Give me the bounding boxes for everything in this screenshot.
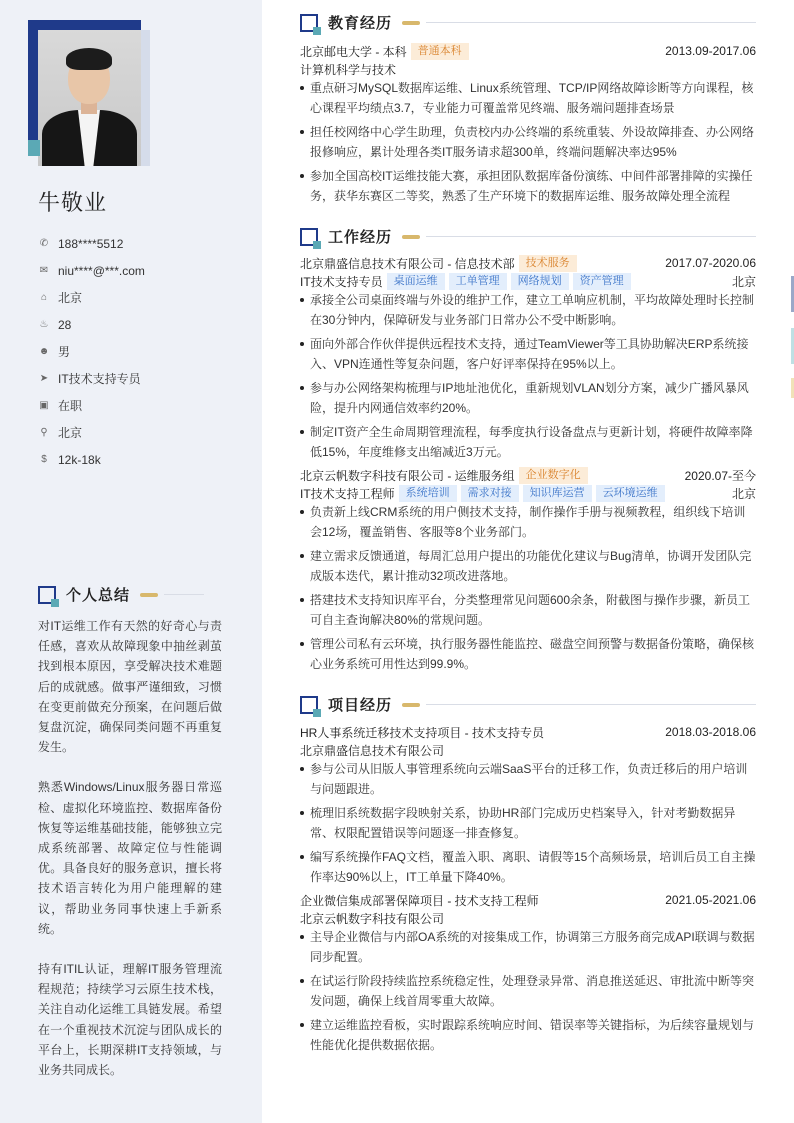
summary-text: [38, 616, 222, 1100]
section-square-icon: [38, 586, 56, 604]
section-divider: [426, 236, 756, 237]
job-role: IT技术支持专员: [300, 274, 383, 289]
skill-tag: 网络规划: [511, 273, 569, 290]
section-divider: [164, 594, 204, 595]
section-dash: [402, 21, 420, 25]
list-item: 梳理旧系统数据字段映射关系，协助HR部门完成历史档案导入，针对考勤数据异常、权限配置错误等问题逐一排查修复。: [300, 803, 756, 843]
skill-tag: 云环境运维: [596, 485, 665, 502]
section-divider: [426, 22, 756, 23]
job-date: 2017.07-2020.06: [665, 256, 756, 270]
info-item-position: ➤ IT技术支持专员: [39, 372, 141, 386]
work-heading: 工作经历: [300, 226, 756, 247]
skill-tag: 知识库运营: [523, 485, 592, 502]
photo-frame-accent: [28, 140, 40, 156]
list-item: 承接全公司桌面终端与外设的维护工作，建立工单响应机制，平均故障处理时长控制在30分钟内，保障研发与业务部门日常办公不受中断影响。: [300, 290, 756, 330]
list-item: 管理公司私有云环境，执行服务器性能监控、磁盘空间预警与数据备份策略，确保核心业务系统可用性达到99.9%。: [300, 634, 756, 674]
info-item-salary: $ 12k-18k: [38, 446, 145, 473]
projects-heading: 项目经历: [300, 694, 756, 715]
project-company-row: [300, 909, 756, 927]
cake-icon: ♨: [39, 319, 49, 330]
list-item: 编写系统操作FAQ文档，覆盖入职、离职、请假等15个高频场景，培训后员工自主操作率达90%以上，IT工单量下降40%。: [300, 847, 756, 887]
info-item-phone: ✆ 188****5512: [39, 236, 124, 251]
summary-paragraph: 对IT运维工作有天然的好奇心与责任感，喜欢从故障现象中抽丝剥茧找到根本原因，享受解决技术难题后的成就感。做事严谨细致，习惯在变更前做充分预案，在问题后做复盘沉淀，确保同类问题不再重复发生。: [38, 619, 222, 755]
job-date: 2020.07-至今: [684, 468, 756, 483]
skill-tag: 资产管理: [573, 273, 631, 290]
list-item: 参加全国高校IT运维技能大赛，承担团队数据库备份演练、中间件部署排障的实操任务，获华东赛区二等奖，熟悉了生产环境下的数据库运维、服务故障处理全流程: [300, 166, 756, 206]
list-item: 制定IT资产全生命周期管理流程，每季度执行设备盘点与更新计划，将硬件故障率降低15%，年度维修支出缩减近3万元。: [300, 422, 756, 462]
job-role-row: [300, 272, 756, 290]
section-square-icon: [300, 696, 318, 714]
info-item-email: ✉ niu****@***.com: [39, 263, 145, 278]
info-item-status: ▣ 在职: [39, 399, 83, 413]
list-item: 建立需求反馈通道，每周汇总用户提出的功能优化建议与Bug清单，协调开发团队完成版本迭代，累计推动32项改进落地。: [300, 546, 756, 586]
company-name: 北京云帆数字科技有限公司 - 运维服务组: [300, 468, 515, 483]
section-dash: [402, 235, 420, 239]
skill-tag: 需求对接: [461, 485, 519, 502]
info-item-location: ⚲ 北京: [38, 419, 145, 446]
project-company: 北京云帆数字科技有限公司: [300, 911, 445, 926]
job-bullets: [300, 290, 756, 466]
major-row: [300, 60, 756, 78]
job-role: IT技术支持工程师: [300, 486, 395, 501]
list-item: 负责新上线CRM系统的用户侧技术支持，制作操作手册与视频教程，组织线下培训会12场，覆盖销售、客服等8个业务部门。: [300, 502, 756, 542]
company-name: 北京鼎盛信息技术有限公司 - 信息技术部: [300, 256, 515, 271]
info-item-gender: ☻ 男: [38, 345, 71, 359]
list-item: 参与公司从旧版人事管理系统向云端SaaS平台的迁移工作，负责迁移后的用户培训与问题跟进。: [300, 759, 756, 799]
briefcase-icon: ▣: [39, 400, 49, 411]
job-city: 北京: [731, 486, 756, 501]
candidate-name: 牛敬业: [38, 190, 108, 215]
job-city: 北京: [731, 274, 756, 289]
list-item: 担任校网络中心学生助理，负责校内办公终端的系统重装、外设故障排查、办公网络报修响应，累计处理各类IT服务请求超300单，终端问题解决率达95%: [300, 122, 756, 162]
location-icon: ⚲: [40, 427, 48, 438]
section-square-icon: [300, 228, 318, 246]
section-square-icon: [300, 14, 318, 32]
skill-tag: 桌面运维: [387, 273, 445, 290]
project-name: HR人事系统迁移技术支持项目 - 技术支持专员: [300, 725, 544, 740]
project-header-row: [300, 891, 756, 909]
education-heading: 教育经历: [300, 12, 756, 33]
list-item: 主导企业微信与内部OA系统的对接集成工作，协调第三方服务商完成API联调与数据同步配置。: [300, 927, 756, 967]
gender-icon: ☻: [38, 346, 50, 357]
contact-info-list: [38, 230, 145, 473]
section-dash: [402, 703, 420, 707]
industry-tag: 技术服务: [519, 255, 577, 272]
list-item: 在试运行阶段持续监控系统稳定性，处理登录异常、消息推送延迟、审批流中断等突发问题，确保上线首周零重大故障。: [300, 971, 756, 1011]
project-company: 北京鼎盛信息技术有限公司: [300, 743, 445, 758]
skill-tag: 系统培训: [399, 485, 457, 502]
major: 计算机科学与技术: [300, 62, 397, 77]
list-item: 搭建技术支持知识库平台，分类整理常见问题600余条，附截图与操作步骤，新员工可自主查询解决80%的常规问题。: [300, 590, 756, 630]
info-item-home: ⌂ 北京: [38, 284, 145, 311]
school-name: 北京邮电大学 - 本科: [300, 44, 407, 59]
education-header-row: [300, 42, 756, 60]
list-item: 建立运维监控看板，实时跟踪系统响应时间、错误率等关键指标，为后续容量规划与性能优化提供数据依据。: [300, 1015, 756, 1055]
job-role-row: [300, 484, 756, 502]
send-icon: ➤: [39, 373, 49, 384]
project-date: 2018.03-2018.06: [665, 725, 756, 739]
project-date: 2021.05-2021.06: [665, 893, 756, 907]
job-header-row: [300, 466, 756, 484]
home-icon: ⌂: [40, 292, 48, 303]
summary-paragraph: 熟悉Windows/Linux服务器日常巡检、虚拟化环境监控、数据库备份恢复等运维基础技能，能够独立完成系统部署、故障定位与性能调优。具备良好的服务意识，擅长将技术语言转化为用户能理解的建议，帮助业务同事快速上手新系统。: [38, 780, 222, 936]
project-name: 企业微信集成部署保障项目 - 技术支持工程师: [300, 893, 539, 908]
project-header-row: [300, 723, 756, 741]
salary-icon: $: [41, 454, 47, 465]
project-bullets: [300, 927, 756, 1059]
info-item-age: ♨ 28: [39, 317, 72, 332]
project-company-row: [300, 741, 756, 759]
education-date: 2013.09-2017.06: [665, 44, 756, 58]
avatar: [38, 30, 141, 166]
summary-heading: 个人总结: [38, 584, 204, 605]
phone-icon: ✆: [39, 238, 49, 249]
section-divider: [426, 704, 756, 705]
skill-tag: 工单管理: [449, 273, 507, 290]
job-bullets: [300, 502, 756, 678]
email-icon: ✉: [39, 265, 49, 276]
job-header-row: [300, 254, 756, 272]
list-item: 面向外部合作伙伴提供远程技术支持，通过TeamViewer等工具协助解决ERP系统接入、VPN连通性等复杂问题，客户好评率保持在95%以上。: [300, 334, 756, 374]
degree-tag: 普通本科: [411, 43, 469, 60]
section-dash: [140, 593, 158, 597]
summary-paragraph: 持有ITIL认证，理解IT服务管理流程规范；持续学习云原生技术栈，关注自动化运维工具链发展。希望在一个重视技术沉淀与团队成长的平台上，长期深耕IT支持领域，与业务共同成长。: [38, 962, 222, 1078]
list-item: 参与办公网络架构梳理与IP地址池优化，重新规划VLAN划分方案，减少广播风暴风险，提升内网通信效率约20%。: [300, 378, 756, 418]
education-bullets: [300, 78, 756, 210]
industry-tag: 企业数字化: [519, 467, 588, 484]
list-item: 重点研习MySQL数据库运维、Linux系统管理、TCP/IP网络故障诊断等方向课程，核心课程平均绩点3.7，专业能力可覆盖常见终端、服务端问题排查场景: [300, 78, 756, 118]
sidebar: [0, 0, 262, 1123]
project-bullets: [300, 759, 756, 891]
